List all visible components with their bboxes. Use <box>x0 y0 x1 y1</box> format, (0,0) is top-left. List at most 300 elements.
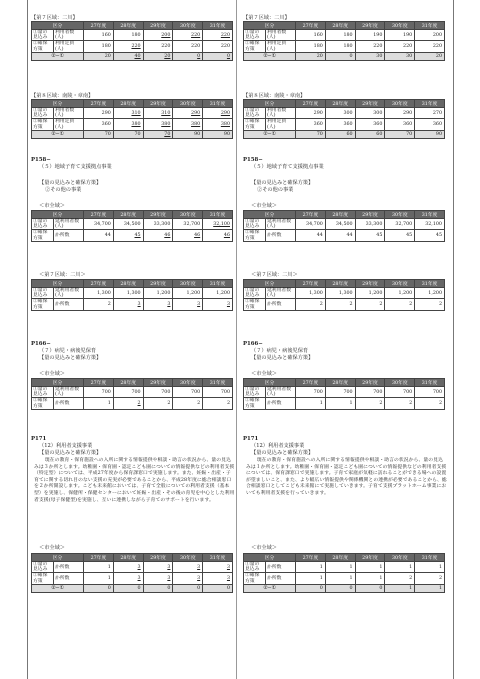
column-divider <box>236 0 237 679</box>
heading: 【量の見込みと確保方策】 <box>39 450 102 456</box>
row-label-main: ②確保方策 <box>32 41 54 52</box>
header-year: 27年度 <box>296 554 326 562</box>
table-cell: 1,200 <box>385 288 415 299</box>
header-year: 28年度 <box>325 554 355 562</box>
header-year: 30年度 <box>173 100 203 108</box>
subsection-title: （７）病児・病後児保育 <box>251 348 309 354</box>
table-cell: 3 <box>143 562 173 573</box>
page-ref: P158− <box>243 157 263 163</box>
data-table <box>31 21 233 61</box>
table-cell: 2 <box>325 299 355 310</box>
area-label: ＜市全域＞ <box>251 371 277 377</box>
diff-label: ②−① <box>244 130 296 138</box>
header-year: 29年度 <box>355 211 385 219</box>
table-cell: 0 <box>173 584 203 592</box>
header-year: 28年度 <box>325 280 355 288</box>
area-label: ＜市全域＞ <box>39 371 65 377</box>
header-year: 27年度 <box>84 280 114 288</box>
table-cell: 45 <box>415 230 445 241</box>
header-kubun: 区分 <box>244 100 296 108</box>
table-cell: 33,300 <box>143 219 173 230</box>
table-cell: 70 <box>296 130 326 138</box>
table-cell: 2 <box>385 398 415 409</box>
table-cell: 220 <box>355 41 385 52</box>
table-cell: 1 <box>415 562 445 573</box>
header-year: 29年度 <box>355 554 385 562</box>
table-cell: 3 <box>143 299 173 310</box>
table-row <box>244 30 445 41</box>
data-table <box>243 21 445 61</box>
table-cell: 360 <box>415 119 445 130</box>
row-label-unit: か所数 <box>54 573 84 584</box>
table-cell: 290 <box>296 108 326 119</box>
table-cell: 2 <box>296 299 326 310</box>
header-year: 28年度 <box>325 100 355 108</box>
table-cell: 270 <box>415 108 445 119</box>
diff-label: ②−① <box>244 584 296 592</box>
table-cell: 2 <box>415 398 445 409</box>
table-cell: 0 <box>173 52 203 60</box>
table-cell: 90 <box>203 130 233 138</box>
data-table <box>243 210 445 242</box>
heading: 【量の見込みと確保方策】 <box>251 180 314 186</box>
header-year: 30年度 <box>173 22 203 30</box>
table-cell: 380 <box>113 119 143 130</box>
data-table <box>243 553 445 593</box>
area-label: ＜第７区域：二川＞ <box>251 272 298 278</box>
header-year: 29年度 <box>355 22 385 30</box>
row-label-main: ①量の見込み <box>32 219 54 230</box>
header-year: 31年度 <box>415 211 445 219</box>
row-label-main: ①量の見込み <box>244 288 266 299</box>
header-year: 29年度 <box>143 280 173 288</box>
row-label-main: ①量の見込み <box>32 108 54 119</box>
table-cell: 1 <box>84 573 114 584</box>
table-cell: 1 <box>296 573 326 584</box>
header-year: 28年度 <box>113 554 143 562</box>
row-label-main: ①量の見込み <box>244 219 266 230</box>
table-row <box>244 108 445 119</box>
table-cell: 700 <box>325 387 355 398</box>
table-cell: 310 <box>113 108 143 119</box>
table-row <box>32 299 233 310</box>
header-year: 30年度 <box>173 211 203 219</box>
row-label-main: ①量の見込み <box>32 387 54 398</box>
table-cell: 0 <box>296 584 326 592</box>
header-year: 27年度 <box>296 22 326 30</box>
table-cell: 380 <box>203 119 233 130</box>
table-cell: 1 <box>385 562 415 573</box>
table-cell: 20 <box>143 52 173 60</box>
table-cell: 3 <box>143 573 173 584</box>
header-kubun: 区分 <box>32 211 84 219</box>
table-cell: 1 <box>355 562 385 573</box>
row-label-main: ②確保方策 <box>244 119 266 130</box>
header-year: 30年度 <box>385 100 415 108</box>
diff-label: ②−① <box>32 584 84 592</box>
row-label-unit: か所数 <box>266 398 296 409</box>
table-cell: 290 <box>173 108 203 119</box>
table-cell: 1,300 <box>84 288 114 299</box>
table-cell: 45 <box>355 230 385 241</box>
section-title: 【第８区域：南陵・章南】 <box>243 93 306 99</box>
header-year: 27年度 <box>84 379 114 387</box>
table-cell: 1 <box>296 562 326 573</box>
table-cell: 180 <box>325 41 355 52</box>
table-cell: 200 <box>415 30 445 41</box>
data-table <box>31 99 233 139</box>
table-cell: 34,700 <box>84 219 114 230</box>
table-cell: 30 <box>385 52 415 60</box>
data-table <box>31 553 233 593</box>
header-year: 27年度 <box>296 100 326 108</box>
table-cell: 46 <box>203 230 233 241</box>
area-label: ＜市全域＞ <box>251 545 277 551</box>
section-title: 【第８区域：南陵・章南】 <box>31 93 94 99</box>
table-cell: 220 <box>173 41 203 52</box>
table-cell: 2 <box>143 398 173 409</box>
table-row <box>32 108 233 119</box>
table-cell: 3 <box>173 562 203 573</box>
header-year: 30年度 <box>173 280 203 288</box>
row-label-unit: 利用定員(人) <box>54 119 84 130</box>
row-label-unit: か所数 <box>54 562 84 573</box>
header-year: 29年度 <box>355 280 385 288</box>
row-label-main: ②確保方策 <box>244 41 266 52</box>
header-year: 28年度 <box>113 100 143 108</box>
table-cell: 1,300 <box>296 288 326 299</box>
header-year: 28年度 <box>113 22 143 30</box>
table-cell: 34,700 <box>296 219 326 230</box>
row-label-main: ②確保方策 <box>32 299 54 310</box>
data-table <box>31 279 233 311</box>
row-label-unit: か所数 <box>266 573 296 584</box>
table-cell: 360 <box>84 119 114 130</box>
table-row <box>32 398 233 409</box>
table-cell: 3 <box>173 299 203 310</box>
row-label-main: ①量の見込み <box>32 562 54 573</box>
table-cell: 1 <box>325 398 355 409</box>
table-row <box>32 562 233 573</box>
heading: 【量の見込みと確保方策】 <box>251 450 314 456</box>
table-row <box>32 30 233 41</box>
row-label-unit: 延利用者数(人) <box>266 288 296 299</box>
table-row <box>244 562 445 573</box>
row-label-unit: 利用者数(人) <box>54 30 84 41</box>
table-cell: 3 <box>173 573 203 584</box>
table-cell: 32,100 <box>415 219 445 230</box>
header-kubun: 区分 <box>244 554 296 562</box>
subsection-title: （７）病児・病後児保育 <box>39 348 97 354</box>
row-label-main: ①量の見込み <box>32 30 54 41</box>
area-label: ＜市全域＞ <box>39 203 65 209</box>
table-row <box>32 119 233 130</box>
subsection-title: （５）地域子育て支援拠点事業 <box>251 164 324 170</box>
header-year: 27年度 <box>296 379 326 387</box>
table-cell: 1,200 <box>355 288 385 299</box>
table-cell: 1,200 <box>415 288 445 299</box>
header-year: 27年度 <box>84 22 114 30</box>
table-cell: 1 <box>296 398 326 409</box>
header-kubun: 区分 <box>244 211 296 219</box>
table-cell: 44 <box>296 230 326 241</box>
table-cell: 290 <box>84 108 114 119</box>
header-kubun: 区分 <box>32 100 84 108</box>
table-cell: 220 <box>203 30 233 41</box>
subsection-title: （12）利用者支援事業 <box>251 443 305 449</box>
table-cell: 190 <box>385 30 415 41</box>
header-year: 31年度 <box>203 22 233 30</box>
header-year: 29年度 <box>143 22 173 30</box>
header-year: 27年度 <box>84 554 114 562</box>
heading: ②その他の事業 <box>257 187 294 193</box>
row-label-unit: 延利用者数(人) <box>266 387 296 398</box>
table-cell: 180 <box>84 41 114 52</box>
table-cell: 60 <box>325 130 355 138</box>
table-cell: 380 <box>143 119 173 130</box>
row-label-unit: 延利用者数(人) <box>54 288 84 299</box>
header-year: 31年度 <box>203 280 233 288</box>
table-cell: 2 <box>203 398 233 409</box>
table-cell: 46 <box>143 230 173 241</box>
table-cell: 1,200 <box>143 288 173 299</box>
area-label: ＜市全域＞ <box>251 203 277 209</box>
header-year: 30年度 <box>385 211 415 219</box>
section-title: 【第７区域：二川】 <box>243 15 290 21</box>
table-cell: 1 <box>325 573 355 584</box>
diff-row <box>32 52 233 60</box>
data-table <box>31 378 233 410</box>
page-ref: P158− <box>31 157 51 163</box>
table-cell: 70 <box>113 130 143 138</box>
header-year: 31年度 <box>203 100 233 108</box>
row-label-main: ②確保方策 <box>244 230 266 241</box>
row-label-unit: か所数 <box>266 562 296 573</box>
table-cell: 220 <box>173 30 203 41</box>
table-cell: 32,700 <box>173 219 203 230</box>
table-cell: 32,100 <box>203 219 233 230</box>
table-cell: 3 <box>203 573 233 584</box>
subsection-title: （５）地域子育て支援拠点事業 <box>39 164 112 170</box>
table-cell: 2 <box>113 398 143 409</box>
table-cell: 1 <box>385 584 415 592</box>
table-cell: 220 <box>415 41 445 52</box>
row-label-main: ①量の見込み <box>244 387 266 398</box>
header-year: 29年度 <box>355 100 385 108</box>
table-cell: 20 <box>415 52 445 60</box>
table-row <box>32 387 233 398</box>
diff-row <box>244 584 445 592</box>
header-year: 28年度 <box>113 211 143 219</box>
table-cell: 20 <box>296 52 326 60</box>
table-cell: 700 <box>355 387 385 398</box>
table-cell: 1 <box>84 562 114 573</box>
table-cell: 700 <box>296 387 326 398</box>
table-cell: 45 <box>385 230 415 241</box>
table-cell: 2 <box>355 299 385 310</box>
table-row <box>32 288 233 299</box>
table-cell: 700 <box>84 387 114 398</box>
table-row <box>244 573 445 584</box>
diff-row <box>32 130 233 138</box>
heading: 【量の見込みと確保方策】 <box>39 180 102 186</box>
diff-row <box>244 130 445 138</box>
header-year: 31年度 <box>203 211 233 219</box>
table-cell: 46 <box>173 230 203 241</box>
table-cell: 180 <box>296 41 326 52</box>
header-year: 27年度 <box>296 211 326 219</box>
row-label-main: ①量の見込み <box>32 288 54 299</box>
table-cell: 220 <box>385 41 415 52</box>
header-year: 28年度 <box>113 280 143 288</box>
header-year: 31年度 <box>203 554 233 562</box>
table-cell: 190 <box>355 30 385 41</box>
header-year: 30年度 <box>173 554 203 562</box>
row-label-unit: か所数 <box>266 230 296 241</box>
table-cell: 70 <box>84 130 114 138</box>
header-year: 29年度 <box>143 379 173 387</box>
table-cell: 360 <box>385 119 415 130</box>
table-cell: 2 <box>415 573 445 584</box>
header-year: 29年度 <box>143 100 173 108</box>
data-table <box>243 279 445 311</box>
header-year: 28年度 <box>325 211 355 219</box>
header-kubun: 区分 <box>32 280 84 288</box>
row-label-unit: 利用定員(人) <box>266 41 296 52</box>
table-cell: 90 <box>173 130 203 138</box>
header-year: 30年度 <box>385 379 415 387</box>
table-cell: 0 <box>355 584 385 592</box>
table-cell: 44 <box>325 230 355 241</box>
row-label-unit: か所数 <box>266 299 296 310</box>
row-label-unit: 利用者数(人) <box>54 108 84 119</box>
header-kubun: 区分 <box>244 379 296 387</box>
page-ref: P166− <box>243 341 263 347</box>
header-year: 29年度 <box>355 379 385 387</box>
header-year: 31年度 <box>415 280 445 288</box>
row-label-unit: 延利用者数(人) <box>54 387 84 398</box>
page-ref: P166− <box>31 341 51 347</box>
table-row <box>244 398 445 409</box>
page-ref: P171 <box>243 436 259 442</box>
table-cell: 160 <box>84 30 114 41</box>
row-label-main: ②確保方策 <box>32 119 54 130</box>
header-year: 28年度 <box>325 22 355 30</box>
table-cell: 380 <box>173 119 203 130</box>
header-kubun: 区分 <box>244 22 296 30</box>
table-cell: 1 <box>325 562 355 573</box>
table-cell: 1,200 <box>203 288 233 299</box>
table-cell: 1,300 <box>113 288 143 299</box>
header-year: 27年度 <box>296 280 326 288</box>
table-cell: 2 <box>355 398 385 409</box>
body-paragraph: 現在の教育・保育施設への入所に関する情報提供や相談・助言の状況から、量の見込みは１か所とします。幼稚園・保育園・認定こども園についての情報提供などの利用者支援については、保育課窓口で実施します。子育て家庭が気軽に訪れることができる場への設置が望ましいこと、また、より幅広い情報提供や関係機関との連携が必要であることから、総合相談窓口としてこども未来館にて実施していきます。子育て支援プラットホーム事業においても利用者支援を行っていきます。 <box>246 458 447 496</box>
table-cell: 44 <box>84 230 114 241</box>
table-cell: 1,200 <box>173 288 203 299</box>
table-row <box>244 41 445 52</box>
table-cell: 2 <box>84 299 114 310</box>
table-cell: 290 <box>203 108 233 119</box>
table-cell: 180 <box>325 30 355 41</box>
table-cell: 700 <box>173 387 203 398</box>
table-cell: 3 <box>203 299 233 310</box>
header-year: 30年度 <box>173 379 203 387</box>
row-label-unit: 利用者数(人) <box>266 30 296 41</box>
table-row <box>32 230 233 241</box>
table-cell: 2 <box>385 299 415 310</box>
table-cell: 700 <box>385 387 415 398</box>
table-cell: 33,300 <box>355 219 385 230</box>
table-cell: 1 <box>415 584 445 592</box>
table-row <box>244 288 445 299</box>
table-cell: 3 <box>113 562 143 573</box>
row-label-main: ②確保方策 <box>32 398 54 409</box>
row-label-main: ②確保方策 <box>32 573 54 584</box>
row-label-unit: 延利用者数(人) <box>266 219 296 230</box>
row-label-unit: 利用者数(人) <box>266 108 296 119</box>
table-cell: 310 <box>143 108 173 119</box>
header-year: 28年度 <box>113 379 143 387</box>
table-cell: 40 <box>113 52 143 60</box>
table-cell: 360 <box>355 119 385 130</box>
table-cell: 70 <box>385 130 415 138</box>
table-cell: 0 <box>143 584 173 592</box>
row-label-unit: 利用定員(人) <box>54 41 84 52</box>
diff-label: ②−① <box>32 52 84 60</box>
data-table <box>31 210 233 242</box>
header-year: 31年度 <box>415 379 445 387</box>
diff-label: ②−① <box>244 52 296 60</box>
header-year: 27年度 <box>84 100 114 108</box>
table-cell: 45 <box>113 230 143 241</box>
table-cell: 3 <box>203 562 233 573</box>
table-cell: 300 <box>355 108 385 119</box>
table-cell: 3 <box>113 299 143 310</box>
table-cell: 90 <box>415 130 445 138</box>
table-cell: 0 <box>325 52 355 60</box>
row-label-unit: か所数 <box>54 398 84 409</box>
data-table <box>243 378 445 410</box>
data-table <box>243 99 445 139</box>
header-year: 31年度 <box>415 22 445 30</box>
table-cell: 180 <box>113 30 143 41</box>
table-cell: 700 <box>113 387 143 398</box>
table-cell: 34,500 <box>113 219 143 230</box>
table-cell: 20 <box>84 52 114 60</box>
diff-row <box>244 52 445 60</box>
header-year: 31年度 <box>203 379 233 387</box>
header-kubun: 区分 <box>32 379 84 387</box>
section-title: 【第７区域：二川】 <box>31 15 78 21</box>
table-cell: 1 <box>84 398 114 409</box>
table-cell: 30 <box>355 52 385 60</box>
header-year: 29年度 <box>143 211 173 219</box>
table-cell: 290 <box>385 108 415 119</box>
header-year: 31年度 <box>415 554 445 562</box>
table-cell: 360 <box>296 119 326 130</box>
page-ref: P171 <box>31 436 47 442</box>
table-cell: 60 <box>355 130 385 138</box>
table-cell: 2 <box>173 398 203 409</box>
heading: ②その他の事業 <box>45 187 82 193</box>
header-year: 30年度 <box>385 22 415 30</box>
row-label-main: ②確保方策 <box>244 573 266 584</box>
table-row <box>244 299 445 310</box>
table-cell: 220 <box>113 41 143 52</box>
header-year: 30年度 <box>385 280 415 288</box>
area-label: ＜第７区域：二川＞ <box>39 272 86 278</box>
table-cell: 3 <box>113 573 143 584</box>
